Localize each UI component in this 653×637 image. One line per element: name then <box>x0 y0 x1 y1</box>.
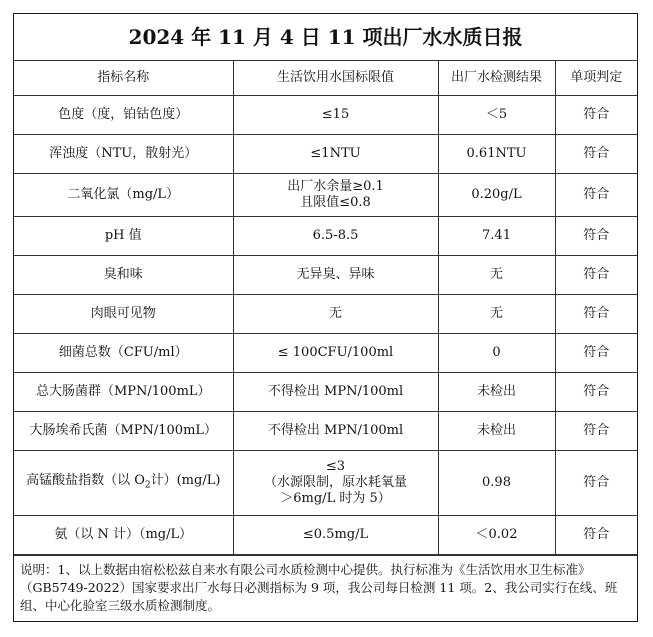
test-result: 0.61NTU <box>438 135 555 174</box>
standard-limit: ≤1NTU <box>233 135 438 174</box>
table-row <box>14 516 637 555</box>
standard-limit: 6.5-8.5 <box>233 217 438 256</box>
test-result: 0.98 <box>438 451 555 516</box>
test-result: ＜0.02 <box>438 516 555 555</box>
verdict: 符合 <box>555 256 637 295</box>
header-verdict: 单项判定 <box>555 61 637 96</box>
verdict: 符合 <box>555 412 637 451</box>
indicator-name: 总大肠菌群（MPN/100mL） <box>14 373 233 412</box>
table-row <box>14 451 637 516</box>
test-result: 无 <box>438 256 555 295</box>
indicator-name-part: 高锰酸盐指数（以 O <box>26 472 145 488</box>
table-row <box>14 412 637 451</box>
indicator-name: 细菌总数（CFU/ml） <box>14 334 233 373</box>
limit-line: ≤3 <box>325 459 346 474</box>
indicator-name: 二氧化氯（mg/L） <box>14 174 233 217</box>
standard-limit: ≤15 <box>233 96 438 135</box>
verdict: 符合 <box>555 217 637 256</box>
test-result: 0 <box>438 334 555 373</box>
table-row <box>14 96 637 135</box>
table-row <box>14 373 637 412</box>
standard-limit: 不得检出 MPN/100ml <box>233 373 438 412</box>
verdict: 符合 <box>555 135 637 174</box>
indicator-name <box>14 451 233 516</box>
table-row <box>14 295 637 334</box>
limit-line: 出厂水余量≥0.1 <box>287 179 384 194</box>
header-row <box>14 61 637 96</box>
table-row <box>14 334 637 373</box>
indicator-name: 色度（度，铂钴色度） <box>14 96 233 135</box>
standard-limit <box>233 451 438 516</box>
verdict: 符合 <box>555 96 637 135</box>
verdict: 符合 <box>555 451 637 516</box>
verdict: 符合 <box>555 295 637 334</box>
water-quality-table <box>14 14 637 555</box>
limit-line: 且限值≤0.8 <box>300 195 371 210</box>
test-result: 未检出 <box>438 373 555 412</box>
limit-line: （水源限制，原水耗氧量 <box>263 475 407 490</box>
header-limit: 生活饮用水国标限值 <box>233 61 438 96</box>
verdict: 符合 <box>555 516 637 555</box>
table-row <box>14 135 637 174</box>
indicator-name: 氨（以 N 计）（mg/L） <box>14 516 233 555</box>
table-row <box>14 256 637 295</box>
standard-limit <box>233 174 438 217</box>
standard-limit: 不得检出 MPN/100ml <box>233 412 438 451</box>
limit-line: ＞6mg/L 时为 5） <box>280 491 391 506</box>
verdict: 符合 <box>555 334 637 373</box>
page-title: 2024 年 11 月 4 日 11 项出厂水水质日报 <box>14 14 637 61</box>
standard-limit: 无 <box>233 295 438 334</box>
test-result: 0.20g/L <box>438 174 555 217</box>
standard-limit: 无异臭、异味 <box>233 256 438 295</box>
header-name: 指标名称 <box>14 61 233 96</box>
header-result: 出厂水检测结果 <box>438 61 555 96</box>
indicator-name-part: 计）(mg/L) <box>150 472 221 488</box>
test-result: 未检出 <box>438 412 555 451</box>
verdict: 符合 <box>555 373 637 412</box>
table-row <box>14 174 637 217</box>
indicator-name: 肉眼可见物 <box>14 295 233 334</box>
indicator-name: 臭和味 <box>14 256 233 295</box>
standard-limit: ≤0.5mg/L <box>233 516 438 555</box>
report-frame <box>13 13 638 622</box>
indicator-name: pH 值 <box>14 217 233 256</box>
standard-limit: ≤ 100CFU/100ml <box>233 334 438 373</box>
indicator-name: 浑浊度（NTU，散射光） <box>14 135 233 174</box>
subscript: 2 <box>144 480 151 491</box>
table-row <box>14 217 637 256</box>
title-row <box>14 14 637 61</box>
test-result: 无 <box>438 295 555 334</box>
verdict: 符合 <box>555 174 637 217</box>
indicator-name: 大肠埃希氏菌（MPN/100mL） <box>14 412 233 451</box>
footnote: 说明：1、以上数据由宿松松兹自来水有限公司水质检测中心提供。执行标准为《生活饮用水卫生标准》（GB5749-2022）国家要求出厂水每日必测指标为 9 项，我公司每日检测 11 项。2、我公司实行在线、班组、中心化验室三级水质检测制度。 <box>14 555 637 615</box>
test-result: 7.41 <box>438 217 555 256</box>
test-result: ＜5 <box>438 96 555 135</box>
